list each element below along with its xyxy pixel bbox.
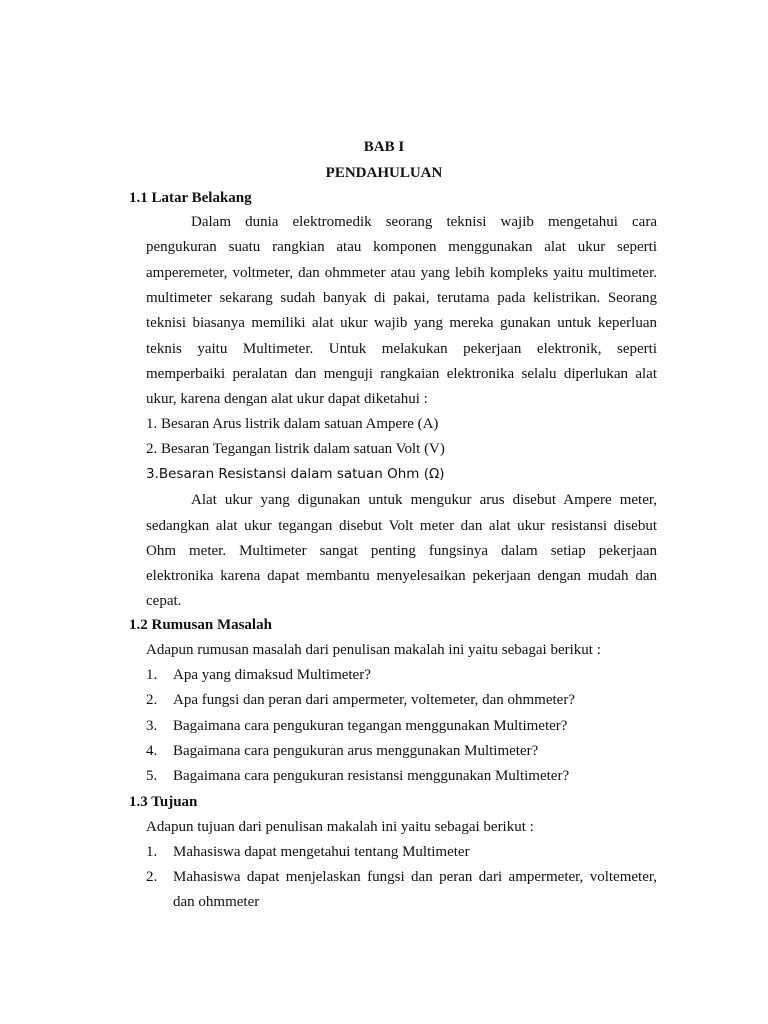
list-item: Apa yang dimaksud Multimeter?: [173, 667, 371, 683]
list-number: 3.: [146, 718, 158, 734]
chapter-title: PENDAHULUAN: [325, 165, 443, 181]
list-number: 1.: [146, 667, 158, 683]
paragraph-line: memperbaiki peralatan dan menguji rangkaian elektronika selalu diperlukan alat: [146, 366, 657, 382]
list-item: 3.Besaran Resistansi dalam satuan Ohm (Ω): [146, 466, 445, 482]
list-item: Bagaimana cara pengukuran resistansi menggunakan Multimeter?: [173, 768, 570, 784]
paragraph-line: elektronika karena dapat membantu menyelesaikan pekerjaan dengan mudah dan: [146, 568, 657, 584]
section-intro: Adapun rumusan masalah dari penulisan makalah ini yaitu sebagai berikut :: [146, 642, 601, 658]
list-number: 1.: [146, 844, 158, 860]
section-heading-rumusan-masalah: 1.2 Rumusan Masalah: [129, 617, 272, 633]
list-item: Apa fungsi dan peran dari ampermeter, voltemeter, dan ohmmeter?: [173, 692, 575, 708]
list-number: 2.: [146, 869, 158, 885]
list-item: Bagaimana cara pengukuran arus menggunakan Multimeter?: [173, 743, 539, 759]
section-heading-tujuan: 1.3 Tujuan: [129, 794, 198, 810]
paragraph-line: cepat.: [146, 593, 182, 609]
list-number: 2.: [146, 692, 158, 708]
list-number: 5.: [146, 768, 158, 784]
list-item: Bagaimana cara pengukuran tegangan menggunakan Multimeter?: [173, 718, 568, 734]
paragraph-line: pengukuran suatu rangkian atau komponen menggunakan alat ukur seperti: [146, 239, 657, 255]
list-item: 1. Besaran Arus listrik dalam satuan Ampere (A): [146, 416, 439, 432]
list-item: Mahasiswa dapat mengetahui tentang Multimeter: [173, 844, 470, 860]
paragraph-line: teknisi biasanya memiliki alat ukur wajib yang mereka gunakan untuk keperluan: [146, 315, 657, 331]
paragraph-line: Alat ukur yang digunakan untuk mengukur arus disebut Ampere meter,: [191, 492, 657, 508]
list-number: 4.: [146, 743, 158, 759]
section-heading-latar-belakang: 1.1 Latar Belakang: [129, 190, 252, 206]
paragraph-line: ukur, karena dengan alat ukur dapat diketahui :: [146, 391, 428, 407]
paragraph-line: multimeter sekarang sudah banyak di pakai, terutama pada kelistrikan. Seorang: [146, 290, 657, 306]
paragraph-line: Dalam dunia elektromedik seorang teknisi wajib mengetahui cara: [191, 214, 657, 230]
list-item-continuation: dan ohmmeter: [173, 894, 260, 910]
list-item: 2. Besaran Tegangan listrik dalam satuan Volt (V): [146, 441, 445, 457]
list-item: Mahasiswa dapat menjelaskan fungsi dan peran dari ampermeter, voltemeter,: [173, 869, 657, 885]
section-intro: Adapun tujuan dari penulisan makalah ini yaitu sebagai berikut :: [146, 819, 534, 835]
paragraph-line: amperemeter, voltmeter, dan ohmmeter atau yang lebih kompleks yaitu multimeter.: [146, 265, 657, 281]
paragraph-line: sedangkan alat ukur tegangan disebut Volt meter dan alat ukur resistansi disebut: [146, 518, 657, 534]
chapter-label: BAB I: [363, 139, 405, 155]
paragraph-line: teknis yaitu Multimeter. Untuk melakukan pekerjaan elektronik, seperti: [146, 341, 657, 357]
paragraph-line: Ohm meter. Multimeter sangat penting fungsinya dalam setiap pekerjaan: [146, 543, 657, 559]
